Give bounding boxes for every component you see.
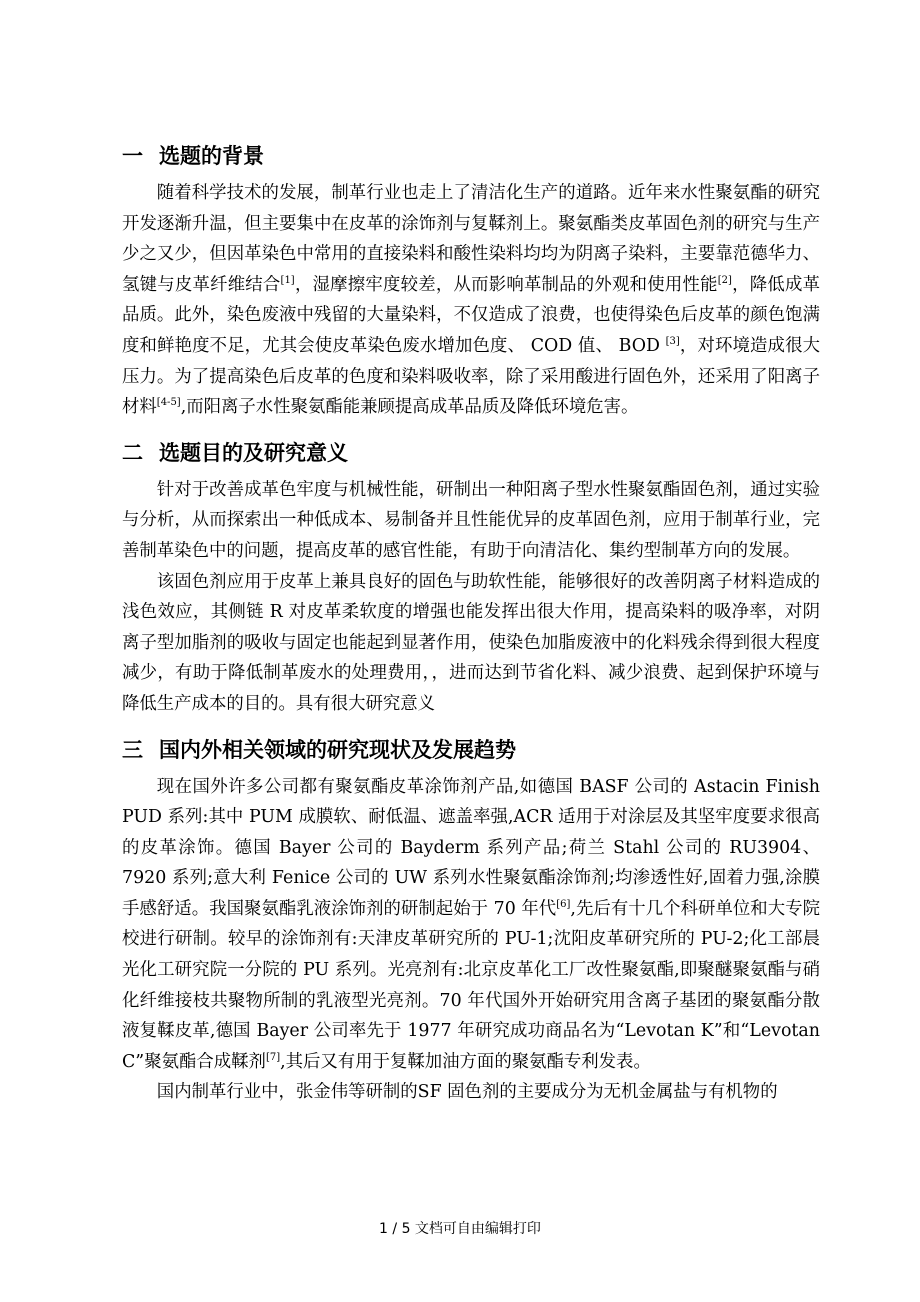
body-paragraph — [122, 178, 820, 423]
citation-ref: [3] — [665, 335, 680, 347]
body-paragraph — [122, 772, 820, 1078]
section-title: 选题的背景 — [159, 144, 264, 168]
section-number: 二 — [122, 440, 143, 465]
citation-ref: [4-5] — [156, 397, 181, 409]
body-paragraph — [122, 567, 820, 720]
body-paragraph — [122, 1077, 820, 1108]
section-number: 三 — [122, 737, 143, 762]
section-heading — [122, 435, 820, 471]
page-footer: 1 / 5 文档可自由编辑打印 — [379, 1221, 541, 1237]
citation-ref: [1] — [280, 274, 295, 286]
citation-ref: [7] — [265, 1051, 281, 1063]
paragraph-text: ,先后有十几个科研单位和大专院校进行研制。较早的涂饰剂有:天津皮革研究所的 PU-1;沈阳皮革研究所的 PU-2;化工部晨光化工研究院一分院的 PU 系列。光亮剂有:北京皮革化工厂改性聚氨酯,即聚醚聚氨酯与硝化纤维接枝共聚物所制的乳液型光亮剂。70 年代国外开始研究用含离子基团的聚氨酯分散液复鞣皮革,德国 Bayer 公司率先于 1977 年研究成功商品名为“Levotan K”和“Levotan C”聚氨酯合成鞣剂 — [122, 898, 820, 1072]
citation-ref: [2] — [717, 274, 732, 286]
paragraph-text: 现在国外许多公司都有聚氨酯皮革涂饰剂产品,如德国 BASF 公司的 Astacin Finish PUD 系列:其中 PUM 成膜软、耐低温、遮盖率强,ACR 适用于对涂层及其坚牢度要求很高的皮革涂饰。德国 Bayer 公司的 Bayderm 系列产品;荷兰 Stahl 公司的 RU3904、7920 系列;意大利 Fenice 公司的 UW 系列水性聚氨酯涂饰剂;均渗透性好,固着力强,涂膜手感舒适。我国聚氨酯乳液涂饰剂的研制起始于 70 年代 — [122, 776, 820, 919]
paragraph-text: ,而阳离子水性聚氨酯能兼顾提高成革品质及降低环境危害。 — [180, 397, 639, 418]
section-heading — [122, 732, 820, 768]
paragraph-text: ,其后又有用于复鞣加油方面的聚氨酯专利发表。 — [280, 1051, 651, 1072]
section-title: 国内外相关领域的研究现状及发展趋势 — [159, 737, 516, 762]
section-number: 一 — [122, 144, 143, 168]
paragraph-text: 随着科学技术的发展，制革行业也走上了清洁化生产的道路。近年来水性聚氨酯的研究开发逐渐升温，但主要集中在皮革的涂饰剂与复鞣剂上。聚氨酯类皮革固色剂的研究与生产少之又少，但因革染色中常用的直接染料和酸性染料均均为阴离子染料，主要靠范德华力、氢键与皮革纤维结合 — [122, 183, 820, 295]
paragraph-text: 国内制革行业中，张金伟等研制的SF 固色剂的主要成分为无机金属盐与有机物的 — [156, 1082, 778, 1103]
document-body — [122, 138, 820, 1108]
section-heading — [122, 138, 820, 174]
paragraph-text: 针对于改善成革色牢度与机械性能，研制出一种阳离子型水性聚氨酯固色剂，通过实验与分析，从而探索出一种低成本、易制备并且性能优异的皮革固色剂，应用于制革行业，完善制革染色中的问题，提高皮革的感官性能，有助于向清洁化、集约型制革方向的发展。 — [122, 479, 820, 561]
paragraph-text: ，降低成革品质。此外，染色废液中残留的大量染料，不仅造成了浪费，也使得染色后皮革的颜色饱满度和鲜艳度不足，尤其会使皮革染色废水增加色度、 COD 值、 BOD — [122, 274, 820, 356]
citation-ref: [6] — [556, 898, 571, 910]
paragraph-text: ，对环境造成很大压力。为了提高染色后皮革的色度和染料吸收率，除了采用酸进行固色外，还采用了阳离子材料 — [122, 335, 820, 418]
paragraph-text: 该固色剂应用于皮革上兼具良好的固色与助软性能，能够很好的改善阴离子材料造成的浅色效应，其侧链 R 对皮革柔软度的增强也能发挥出很大作用，提高染料的吸净率，对阴离子型加脂剂的吸收与固定也能起到显著作用，使染色加脂废液中的化料残余得到很大程度减少，有助于降低制革废水的处理费用，，进而达到节省化料、减少浪费、起到保护环境与降低生产成本的目的。具有很大研究意义 — [122, 571, 820, 714]
body-paragraph — [122, 475, 820, 567]
paragraph-text: ，湿摩擦牢度较差，从而影响革制品的外观和使用性能 — [294, 274, 718, 295]
section-title: 选题目的及研究意义 — [159, 440, 348, 465]
